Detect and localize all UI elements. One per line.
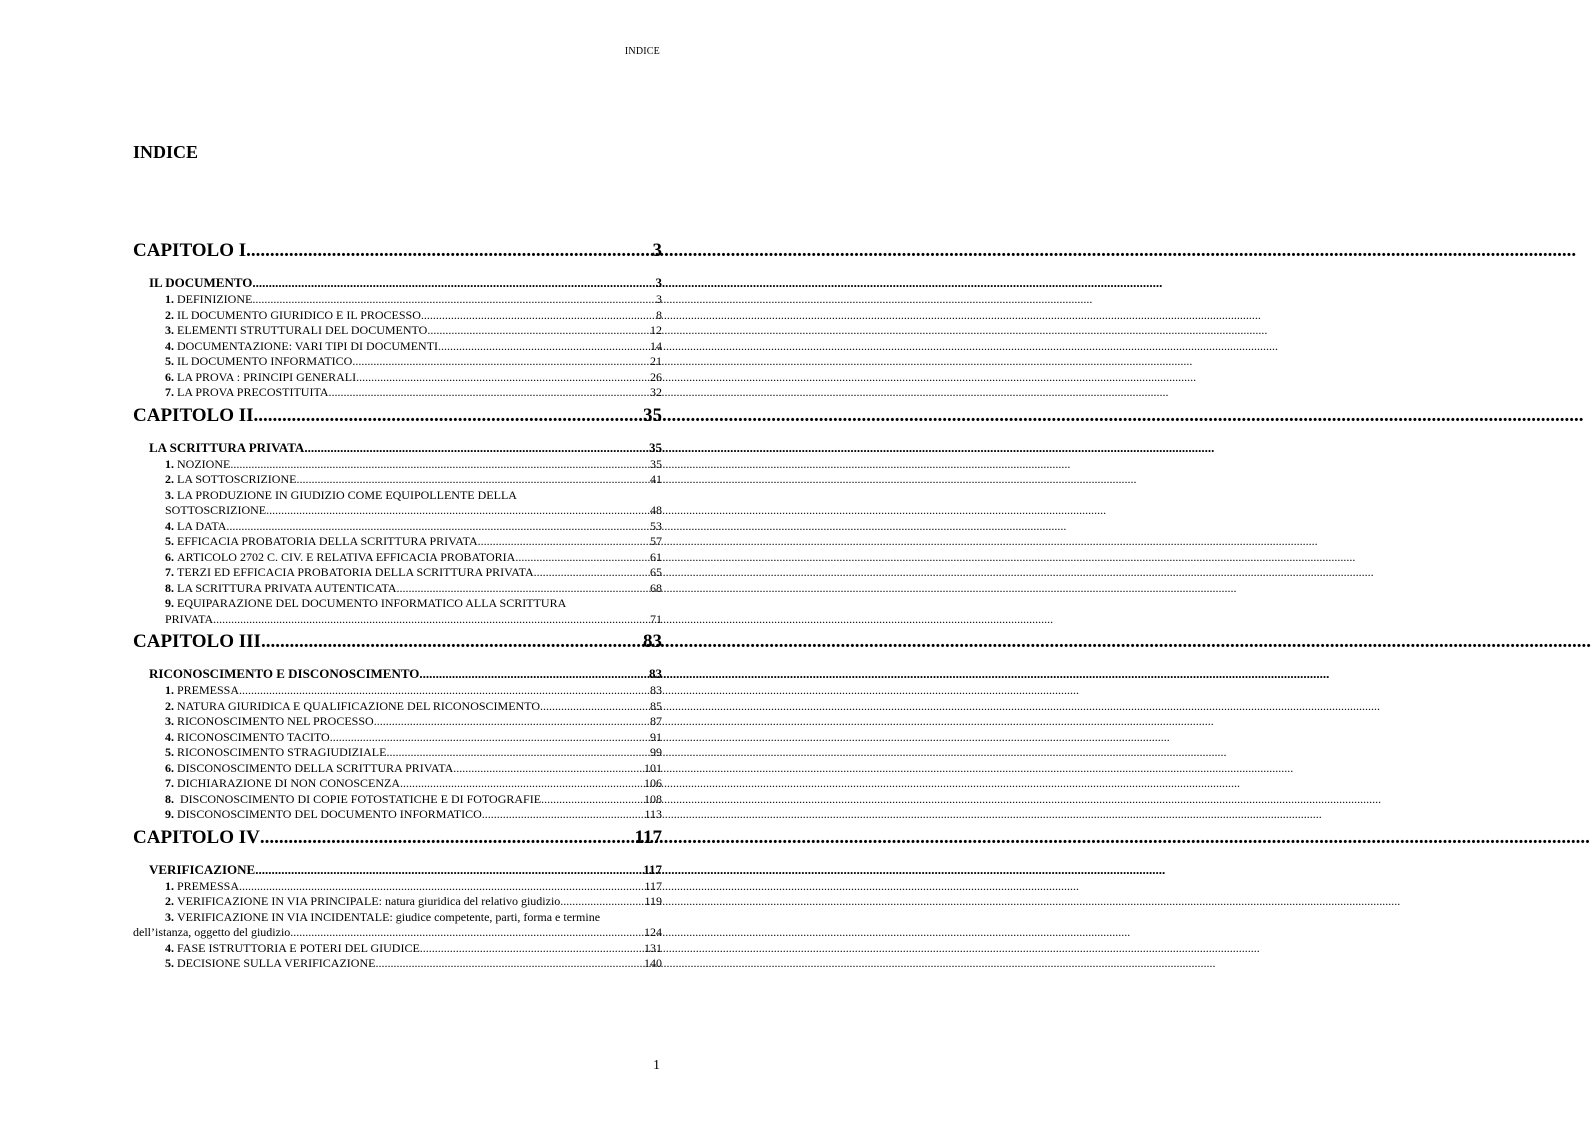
item-number: 7. bbox=[165, 565, 174, 579]
entry-page-number: 35 bbox=[649, 439, 662, 455]
leader-dots bbox=[420, 941, 643, 957]
toc-item-label bbox=[165, 385, 329, 401]
entry-page-number: 124 bbox=[644, 925, 662, 939]
item-number: 4. bbox=[165, 940, 174, 955]
toc-item bbox=[165, 956, 662, 972]
leader-dots bbox=[230, 457, 649, 473]
item-number: 1. bbox=[165, 292, 174, 306]
toc-item bbox=[165, 596, 662, 627]
item-number: 1. bbox=[165, 683, 174, 697]
leader-dots bbox=[560, 894, 643, 910]
leader-dots bbox=[540, 699, 649, 715]
entry-text: DEFINIZIONE bbox=[177, 292, 253, 306]
chapter-heading-label bbox=[133, 240, 246, 262]
item-number: 7. bbox=[165, 776, 174, 790]
entry-text: SOTTOSCRIZIONE bbox=[165, 503, 267, 517]
toc-item-label bbox=[165, 308, 421, 324]
entry-page-number: 8 bbox=[656, 307, 662, 322]
entry-page-number: 26 bbox=[650, 369, 662, 384]
toc-item-label bbox=[165, 292, 252, 308]
entry-page-number: 117 bbox=[644, 878, 662, 893]
toc-item-label bbox=[165, 792, 541, 808]
toc-item bbox=[165, 519, 662, 535]
entry-text: VERIFICAZIONE IN VIA PRINCIPALE: natura giuridica del relativo giudizio bbox=[177, 894, 561, 908]
toc-item-label bbox=[165, 894, 560, 910]
entry-page-number: 3 bbox=[656, 292, 662, 306]
chapter-heading bbox=[133, 827, 662, 849]
entry-text: IL DOCUMENTO GIURIDICO E IL PROCESSO bbox=[177, 307, 421, 322]
entry-text: LA SCRITTURA PRIVATA AUTENTICATA bbox=[177, 580, 397, 595]
toc-item-continuation-label bbox=[133, 925, 290, 941]
leader-dots bbox=[246, 240, 651, 262]
toc-item bbox=[165, 776, 662, 792]
entry-text: RICONOSCIMENTO NEL PROCESSO bbox=[177, 714, 374, 728]
toc-item-label bbox=[165, 699, 540, 715]
entry-page-number: 101 bbox=[644, 760, 662, 775]
leader-dots bbox=[329, 385, 649, 401]
leader-dots bbox=[239, 879, 643, 895]
item-number: 6. bbox=[165, 549, 174, 564]
leader-dots bbox=[261, 631, 642, 653]
leader-dots bbox=[453, 761, 643, 777]
entry-page-number: 12 bbox=[650, 323, 662, 337]
chapter-heading-label bbox=[133, 827, 260, 849]
item-number: 8. bbox=[165, 791, 174, 806]
section-heading bbox=[149, 861, 662, 879]
entry-page-number: 83 bbox=[649, 666, 662, 681]
leader-dots bbox=[226, 519, 649, 535]
toc-item bbox=[165, 879, 662, 895]
item-number: 9. bbox=[165, 596, 174, 610]
toc-item bbox=[165, 457, 662, 473]
toc-item bbox=[165, 745, 662, 761]
entry-page-number: 65 bbox=[650, 565, 662, 579]
entry-page-number: 68 bbox=[650, 580, 662, 595]
leader-dots bbox=[419, 665, 648, 683]
entry-page-number: 85 bbox=[650, 698, 662, 713]
entry-text: DECISIONE SULLA VERIFICAZIONE bbox=[177, 956, 376, 970]
item-number: 3. bbox=[165, 323, 174, 337]
entry-text: DISCONOSCIMENTO DEL DOCUMENTO INFORMATICO bbox=[177, 807, 482, 821]
section-heading bbox=[149, 665, 662, 683]
entry-text: LA PRODUZIONE IN GIUDIZIO COME EQUIPOLLENTE DELLA bbox=[177, 487, 517, 502]
leader-dots bbox=[252, 274, 654, 292]
chapter-heading bbox=[133, 240, 662, 262]
entry-text: EQUIPARAZIONE DEL DOCUMENTO INFORMATICO ALLA SCRITTURA bbox=[177, 596, 567, 610]
toc-item bbox=[165, 894, 662, 910]
toc-item-first-line bbox=[165, 488, 662, 504]
running-head: INDICE bbox=[624, 46, 660, 57]
item-number: 3. bbox=[165, 487, 174, 502]
leader-dots bbox=[290, 925, 643, 941]
toc-item-label bbox=[165, 519, 226, 535]
toc-item-label bbox=[165, 565, 534, 581]
item-number: 2. bbox=[165, 698, 174, 713]
entry-page-number: 3 bbox=[652, 240, 662, 261]
leader-dots bbox=[352, 354, 649, 370]
entry-text: VERIFICAZIONE bbox=[149, 861, 256, 877]
leader-dots bbox=[397, 581, 649, 597]
entry-text: LA PROVA PRECOSTITUITA bbox=[177, 385, 329, 399]
item-number: 9. bbox=[165, 807, 174, 821]
entry-text: FASE ISTRUTTORIA E POTERI DEL GIUDICE bbox=[177, 940, 420, 955]
leader-dots bbox=[386, 745, 649, 761]
entry-text: CAPITOLO II bbox=[133, 404, 254, 426]
toc-item bbox=[165, 761, 662, 777]
item-number: 2. bbox=[165, 307, 174, 322]
toc-item-first-line bbox=[165, 910, 662, 926]
leader-dots bbox=[260, 827, 634, 849]
table-of-contents bbox=[133, 240, 662, 972]
item-number: 3. bbox=[165, 909, 174, 924]
toc-item bbox=[165, 565, 662, 581]
toc-item bbox=[165, 339, 662, 355]
toc-item bbox=[165, 581, 662, 597]
toc-item-label bbox=[165, 323, 427, 339]
entry-page-number: 131 bbox=[644, 940, 662, 955]
entry-page-number: 87 bbox=[650, 714, 662, 728]
toc-item bbox=[165, 292, 662, 308]
toc-item-label bbox=[165, 956, 375, 972]
entry-text: DISCONOSCIMENTO DI COPIE FOTOSTATICHE E DI FOTOGRAFIE bbox=[177, 791, 542, 806]
entry-text: LA SCRITTURA PRIVATA bbox=[149, 439, 305, 455]
toc-item bbox=[165, 714, 662, 730]
leader-dots bbox=[252, 292, 655, 308]
entry-page-number: 119 bbox=[644, 894, 662, 908]
entry-page-number: 83 bbox=[643, 631, 662, 652]
item-number: 5. bbox=[165, 745, 174, 759]
leader-dots bbox=[266, 503, 649, 519]
leader-dots bbox=[427, 323, 649, 339]
entry-page-number: 21 bbox=[650, 354, 662, 368]
entry-text: IL DOCUMENTO INFORMATICO bbox=[177, 354, 353, 368]
toc-item bbox=[165, 323, 662, 339]
entry-text: LA DATA bbox=[177, 518, 227, 533]
entry-text: DICHIARAZIONE DI NON CONOSCENZA bbox=[177, 776, 400, 790]
entry-page-number: 35 bbox=[643, 404, 662, 426]
chapter-heading-label bbox=[133, 405, 254, 427]
section-heading-label bbox=[149, 274, 252, 292]
item-number: 4. bbox=[165, 338, 174, 353]
leader-dots bbox=[478, 534, 649, 550]
entry-page-number: 140 bbox=[644, 956, 662, 970]
toc-item-continuation bbox=[165, 612, 662, 628]
toc-item bbox=[133, 909, 662, 941]
leader-dots bbox=[296, 472, 649, 488]
entry-page-number: 48 bbox=[650, 503, 662, 517]
item-number: 3. bbox=[165, 714, 174, 728]
toc-item-label bbox=[165, 581, 397, 597]
leader-dots bbox=[421, 308, 655, 324]
leader-dots bbox=[356, 370, 649, 386]
toc-item bbox=[165, 730, 662, 746]
item-number: 7. bbox=[165, 385, 174, 399]
item-number: 1. bbox=[165, 878, 174, 893]
leader-dots bbox=[482, 807, 644, 823]
item-number: 6. bbox=[165, 369, 174, 384]
entry-page-number: 53 bbox=[650, 518, 662, 533]
leader-dots bbox=[213, 612, 649, 628]
toc-item-continuation bbox=[133, 925, 662, 941]
toc-item bbox=[165, 550, 662, 566]
leader-dots bbox=[375, 956, 643, 972]
chapter-heading bbox=[133, 405, 662, 427]
toc-item bbox=[165, 472, 662, 488]
toc-item-label bbox=[165, 339, 438, 355]
entry-text: PRIVATA bbox=[165, 611, 214, 626]
entry-text: RICONOSCIMENTO TACITO bbox=[177, 729, 330, 744]
entry-page-number: 91 bbox=[650, 729, 662, 744]
toc-item-label bbox=[165, 807, 482, 823]
item-number: 4. bbox=[165, 729, 174, 744]
toc-item-continuation bbox=[165, 503, 662, 519]
toc-item-label bbox=[165, 534, 478, 550]
toc-item-label bbox=[165, 776, 400, 792]
entry-page-number: 106 bbox=[644, 776, 662, 790]
toc-item bbox=[165, 370, 662, 386]
toc-item-label bbox=[165, 472, 296, 488]
leader-dots bbox=[239, 683, 649, 699]
toc-item-label bbox=[165, 683, 239, 699]
entry-page-number: 71 bbox=[650, 611, 662, 626]
entry-page-number: 14 bbox=[650, 338, 662, 353]
leader-dots bbox=[534, 565, 649, 581]
item-number: 5. bbox=[165, 534, 174, 548]
toc-item bbox=[165, 534, 662, 550]
page-title: INDICE bbox=[133, 142, 199, 162]
leader-dots bbox=[438, 339, 649, 355]
toc-item bbox=[165, 807, 662, 823]
entry-text: CAPITOLO I bbox=[133, 240, 247, 261]
entry-page-number: 108 bbox=[644, 791, 662, 806]
item-number: 5. bbox=[165, 354, 174, 368]
entry-page-number: 3 bbox=[655, 275, 662, 290]
entry-text: NATURA GIURIDICA E QUALIFICAZIONE DEL RICONOSCIMENTO bbox=[177, 698, 540, 713]
entry-text: DOCUMENTAZIONE: VARI TIPI DI DOCUMENTI bbox=[177, 338, 439, 353]
entry-text: NOZIONE bbox=[177, 456, 231, 471]
entry-page-number: 35 bbox=[650, 456, 662, 471]
entry-text: TERZI ED EFFICACIA PROBATORIA DELLA SCRITTURA PRIVATA bbox=[177, 565, 534, 579]
entry-text: PREMESSA bbox=[177, 683, 240, 697]
entry-text: VERIFICAZIONE IN VIA INCIDENTALE: giudice competente, parti, forma e termine bbox=[177, 909, 601, 924]
entry-text: EFFICACIA PROBATORIA DELLA SCRITTURA PRIVATA bbox=[177, 534, 478, 548]
entry-page-number: 117 bbox=[634, 826, 662, 848]
entry-text: LA PROVA : PRINCIPI GENERALI bbox=[177, 369, 357, 384]
leader-dots bbox=[255, 861, 642, 879]
entry-page-number: 117 bbox=[643, 861, 662, 877]
toc-item bbox=[165, 385, 662, 401]
toc-item-label bbox=[165, 457, 230, 473]
entry-text: IL DOCUMENTO bbox=[149, 275, 253, 290]
toc-item-label bbox=[165, 550, 515, 566]
leader-dots bbox=[541, 792, 643, 808]
toc-item-label bbox=[165, 879, 239, 895]
toc-item-label bbox=[165, 714, 374, 730]
entry-page-number: 41 bbox=[650, 472, 662, 486]
item-number: 8. bbox=[165, 580, 174, 595]
section-heading bbox=[149, 274, 662, 292]
entry-text: CAPITOLO IV bbox=[133, 826, 260, 848]
entry-text: DISCONOSCIMENTO DELLA SCRITTURA PRIVATA bbox=[177, 760, 454, 775]
toc-item-label bbox=[165, 941, 420, 957]
leader-dots bbox=[330, 730, 649, 746]
toc-item-label bbox=[165, 354, 352, 370]
entry-page-number: 99 bbox=[650, 745, 662, 759]
toc-item bbox=[165, 308, 662, 324]
leader-dots bbox=[304, 439, 648, 457]
item-number: 2. bbox=[165, 894, 174, 908]
entry-page-number: 32 bbox=[650, 385, 662, 399]
toc-item-first-line bbox=[165, 596, 662, 612]
toc-item bbox=[165, 488, 662, 519]
leader-dots bbox=[515, 550, 649, 566]
entry-text: RICONOSCIMENTO E DISCONOSCIMENTO bbox=[149, 666, 420, 681]
chapter-heading-label bbox=[133, 631, 261, 653]
entry-text: ARTICOLO 2702 C. CIV. E RELATIVA EFFICACIA PROBATORIA bbox=[177, 549, 516, 564]
entry-page-number: 83 bbox=[650, 683, 662, 697]
toc-item bbox=[165, 699, 662, 715]
item-number: 2. bbox=[165, 472, 174, 486]
entry-text: CAPITOLO III bbox=[133, 631, 261, 652]
toc-item bbox=[165, 683, 662, 699]
section-heading-label bbox=[149, 439, 304, 457]
entry-text: PREMESSA bbox=[177, 878, 240, 893]
item-number: 5. bbox=[165, 956, 174, 970]
entry-text: ELEMENTI STRUTTURALI DEL DOCUMENTO bbox=[177, 323, 428, 337]
toc-item-label bbox=[165, 730, 330, 746]
entry-page-number: 57 bbox=[650, 534, 662, 548]
section-heading-label bbox=[149, 665, 419, 683]
section-heading bbox=[149, 439, 662, 457]
toc-item-label bbox=[165, 370, 356, 386]
toc-item bbox=[165, 354, 662, 370]
entry-page-number: 61 bbox=[650, 549, 662, 564]
toc-item-label bbox=[165, 745, 386, 761]
item-number: 6. bbox=[165, 760, 174, 775]
entry-text: dell’istanza, oggetto del giudizio bbox=[133, 925, 291, 939]
toc-item bbox=[165, 941, 662, 957]
leader-dots bbox=[400, 776, 643, 792]
chapter-heading bbox=[133, 631, 662, 653]
entry-text: LA SOTTOSCRIZIONE bbox=[177, 472, 297, 486]
toc-item-continuation-label bbox=[165, 503, 266, 519]
toc-item bbox=[165, 792, 662, 808]
toc-item-continuation-label bbox=[165, 612, 213, 628]
entry-page-number: 113 bbox=[644, 807, 662, 821]
entry-text: RICONOSCIMENTO STRAGIUDIZIALE bbox=[177, 745, 387, 759]
leader-dots bbox=[254, 405, 642, 427]
item-number: 4. bbox=[165, 518, 174, 533]
section-heading-label bbox=[149, 861, 255, 879]
leader-dots bbox=[374, 714, 649, 730]
page-number: 1 bbox=[653, 1058, 660, 1073]
item-number: 1. bbox=[165, 456, 174, 471]
toc-item-label bbox=[165, 761, 453, 777]
